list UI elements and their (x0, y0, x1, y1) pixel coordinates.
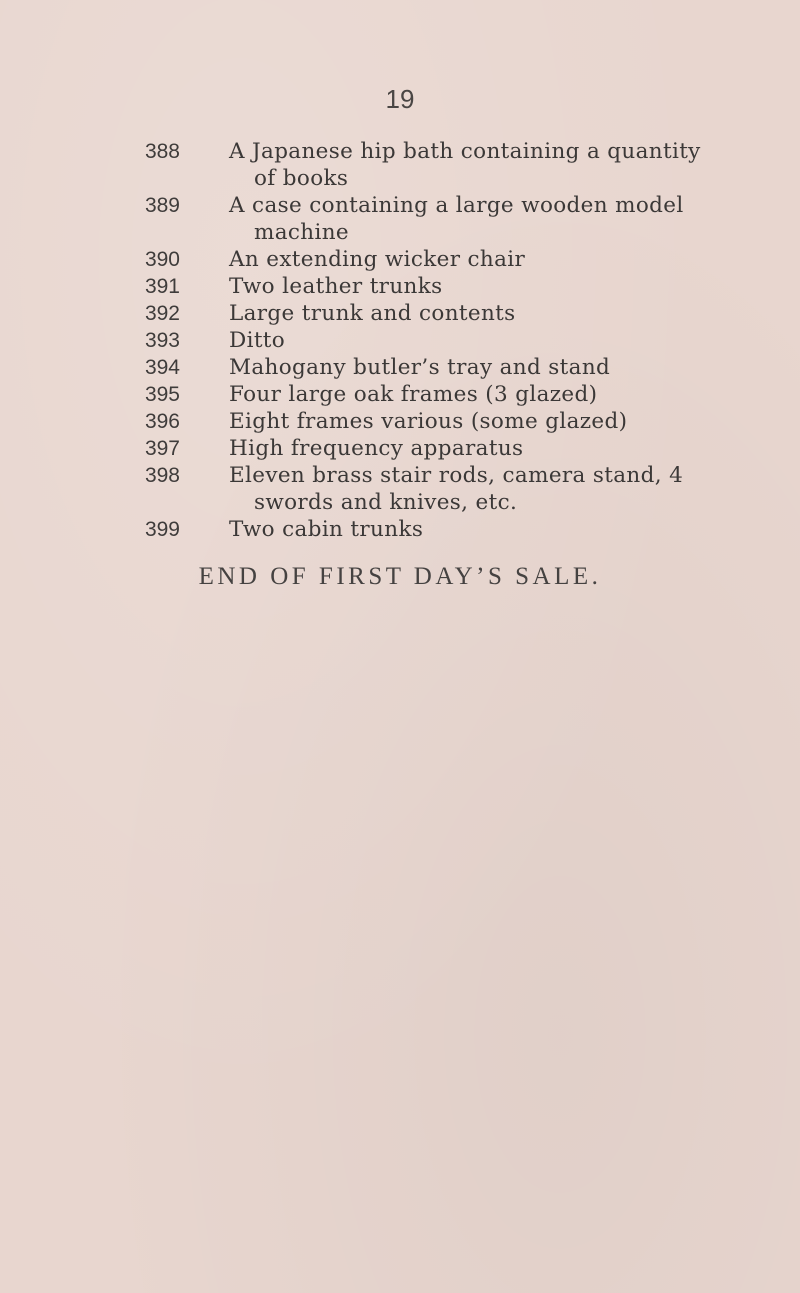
lot-row (0, 354, 800, 381)
lot-description (229, 516, 681, 543)
lot-number: 393 (144, 329, 180, 352)
closing-heading: END OF FIRST DAY’S SALE. (198, 563, 602, 590)
lot-row (0, 408, 800, 435)
lot-description-line: An extending wicker chair (229, 247, 526, 272)
lot-number: 395 (144, 383, 180, 406)
lot-description-line: Large trunk and contents (229, 301, 516, 326)
lot-row (0, 192, 800, 246)
lot-number: 388 (144, 140, 180, 163)
lot-description (229, 138, 701, 192)
lot-description-line: Four large oak frames (3 glazed) (229, 382, 598, 407)
lot-description-line: A Japanese hip bath containing a quantity (229, 139, 701, 164)
lot-description (229, 192, 684, 246)
lot-row (0, 435, 800, 462)
lot-number: 389 (144, 194, 180, 217)
lot-description-line: Two leather trunks (229, 274, 443, 299)
lot-description-line: Eleven brass stair rods, camera stand, 4 (229, 463, 684, 488)
lot-row (0, 381, 800, 408)
lot-number: 391 (144, 275, 180, 298)
lot-description-line: Ditto (229, 328, 286, 353)
lot-description (229, 327, 681, 354)
page-number: 19 (385, 84, 415, 114)
lot-description-line: Eight frames various (some glazed) (229, 409, 628, 434)
lot-description (229, 273, 681, 300)
lot-number: 396 (144, 410, 180, 433)
lot-number: 394 (144, 356, 180, 379)
lot-description-line: machine (254, 220, 349, 245)
lot-number: 398 (144, 464, 180, 487)
lot-description (229, 381, 681, 408)
lot-number: 392 (144, 302, 180, 325)
lot-description-line: Two cabin trunks (229, 517, 424, 542)
lot-description-line: Mahogany butler’s tray and stand (229, 355, 611, 380)
lot-row (0, 273, 800, 300)
lot-description (229, 300, 681, 327)
lot-description (229, 462, 684, 516)
lot-description-line: of books (254, 166, 349, 191)
lot-description-line: A case containing a large wooden model (229, 193, 684, 218)
lot-description (229, 408, 681, 435)
lot-description (229, 435, 681, 462)
lot-number: 390 (144, 248, 180, 271)
lot-row (0, 300, 800, 327)
lot-row (0, 246, 800, 273)
lot-list (0, 138, 800, 543)
lot-number: 399 (144, 518, 180, 541)
lot-description (229, 354, 681, 381)
lot-description-line: swords and knives, etc. (254, 490, 518, 515)
lot-description-line: High frequency apparatus (229, 436, 524, 461)
lot-row (0, 516, 800, 543)
lot-number: 397 (144, 437, 180, 460)
lot-row (0, 138, 800, 192)
lot-description (229, 246, 681, 273)
lot-row (0, 462, 800, 516)
lot-row (0, 327, 800, 354)
